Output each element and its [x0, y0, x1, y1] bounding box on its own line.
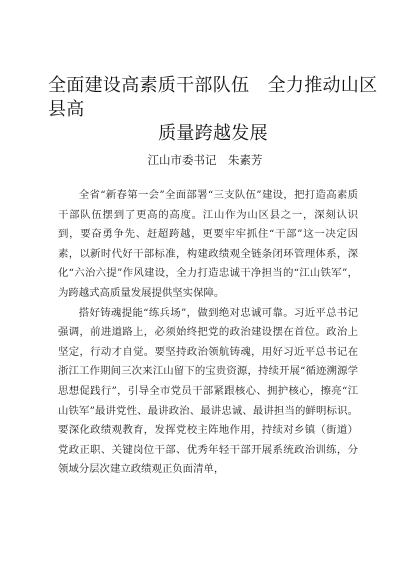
author-byline: 江山市委书记 朱素芳 — [147, 153, 263, 167]
article-title — [48, 74, 378, 146]
title-line-2: 质量跨越发展 — [158, 123, 268, 144]
paragraph-1: 全省“新春第一会”全面部署“三支队伍”建设，把打造高素质干部队伍摆到了更高的高度。江山作为山区县之一，深刻认识到，要奋勇争先、赶超跨越，更要牢牢抓住“干部”这一决定因素，以新时代好干部标准，构建政绩观全链条闭环管理体系，深化“六治六提”作风建设，全力打造忠诚干净担当的“江山铁军”，为跨越式高质量发展提供坚实保障。 — [58, 189, 358, 299]
paragraph-2: 搭好铸魂提能“练兵场”，做到绝对忠诚可靠。习近平总书记强调，前进道路上，必须始终把党的政治建设摆在首位。政治上坚定，行动才自觉。要坚持政治领航铸魂，用好习近平总书记在浙江工作期间三次来江山留下的宝贵资源，持续开展“循迹溯源学思想促践行”，引导全市党员干部紧跟核心、拥护核心，擦亮“江山铁军”最讲党性、最讲政治、最讲忠诚、最讲担当的鲜明标识。要深化政绩观教育，发挥党校主阵地作用，持续对乡镇（街道）党政正职、关键岗位干部、优秀年轻干部开展系统政治训练，分领域分层次建立政绩观正负面清单， — [58, 306, 358, 476]
title-line-1: 全面建设高素质干部队伍 全力推动山区县高 — [48, 75, 378, 120]
article-body — [58, 186, 358, 480]
